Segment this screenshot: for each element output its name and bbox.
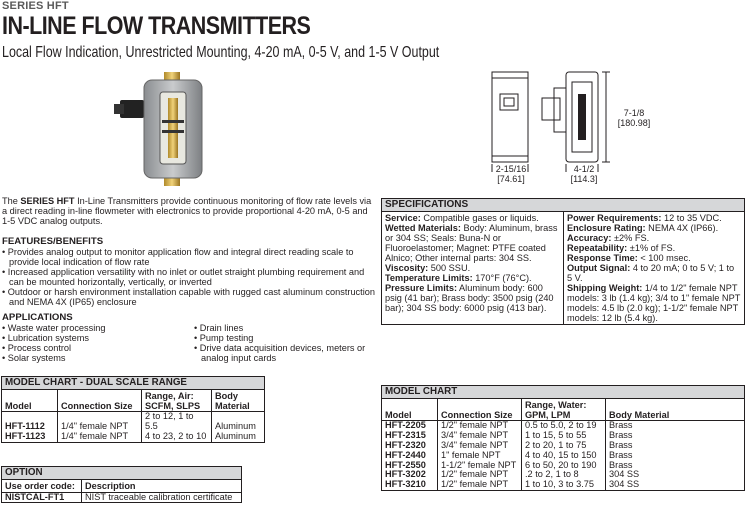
table-cell: 2 to 12, 1 to 5.5 (142, 412, 212, 432)
table-cell: NIST traceable calibration certificate (82, 492, 242, 503)
intro-paragraph: The SERIES HFT In-Line Transmitters provide continuous monitoring of flow rate levels via a direct reading in-line flowmeter with electronics to provide proportional 4-20 mA, 0-5 and 1-5 VDC analog outputs. (2, 196, 372, 227)
application-item: • Process control (2, 343, 72, 353)
spec-item: Power Requirements: 12 to 35 VDC. (567, 213, 722, 223)
application-item: • Pump testing (194, 333, 254, 343)
spec-item: Service: Compatible gases or liquids. (385, 213, 539, 223)
spec-item: Shipping Weight: 1/4 to 1/2" female NPT models: 3 lb (1.4 kg); 3/4 to 1" female NPT models: 4.5 lb (2.0 kg); 1-1/2" female NPT models: 12 lb (5.4 kg). (567, 283, 741, 323)
table-cell: 3/4" female NPT (438, 441, 522, 451)
table-cell: HFT-1123 (5, 430, 46, 441)
features-section (2, 236, 378, 307)
column-header: Model (382, 398, 438, 421)
table-cell: HFT-2205 (385, 420, 426, 431)
applications-heading: APPLICATIONS (2, 312, 73, 323)
table-cell: HFT-2440 (385, 449, 426, 460)
spec-column-right (564, 212, 744, 324)
spec-item: Viscosity: 500 SSU. (385, 263, 471, 273)
table-cell: 4 to 40, 15 to 150 (522, 451, 606, 461)
application-item: • Lubrication systems (2, 333, 89, 343)
feature-item: • Increased application versatility with no inlet or outlet straight plumbing requirement and can be mounted horizontally, vertically, or inverted (2, 267, 365, 287)
column-header: Description (82, 479, 242, 492)
table-cell: HFT-2550 (385, 459, 426, 470)
table-cell: 6 to 50, 20 to 190 (522, 461, 606, 471)
height-dimension: 7-1/8 [180.98] (617, 108, 651, 128)
spec-item: Accuracy: ±2% FS. (567, 233, 650, 243)
spec-item: Response Time: < 100 msec. (567, 253, 691, 263)
spec-item: Repeatability: ±1% of FS. (567, 243, 676, 253)
spec-column-left (382, 212, 564, 324)
spec-item: Pressure Limits: Aluminum body: 600 psig (41 bar); Brass body: 3500 psig (240 bar); 304 SS body: 6000 psig (413 bar). (385, 283, 554, 313)
model-chart-table (381, 385, 745, 491)
column-header: Model (2, 389, 58, 412)
table-cell: 0.5 to 5.0, 2 to 19 (522, 421, 606, 431)
product-photo (112, 70, 220, 190)
model-chart-title: MODEL CHART (382, 386, 745, 399)
application-item: • Waste water processing (2, 323, 106, 333)
model-chart-dual-title: MODEL CHART - DUAL SCALE RANGE (2, 377, 265, 390)
table-row (2, 412, 265, 432)
spec-item: Wetted Materials: Body: Aluminum, brass or 304 SS; Seals: Buna-N or Fluoroelastomer; Magnet: PTFE coated Alnico; Other internal parts: 304 SS. (385, 223, 558, 263)
table-cell: HFT-2320 (385, 439, 426, 450)
width-dimension: 4-1/2 [114.3] (570, 164, 598, 184)
specifications-heading: SPECIFICATIONS (382, 199, 744, 212)
option-table (1, 466, 242, 503)
option-title: OPTION (2, 467, 242, 480)
table-cell: 1" female NPT (438, 451, 522, 461)
table-cell: .2 to 2, 1 to 8 (522, 470, 606, 480)
spec-item: Enclosure Rating: NEMA 4X (IP66). (567, 223, 719, 233)
table-cell: Brass (606, 421, 745, 431)
column-header: Range, Water: GPM, LPM (522, 398, 606, 421)
feature-item: • Outdoor or harsh environment installation capable with rugged cast aluminum construction and NEMA 4X (IP65) enclosure (2, 287, 375, 307)
table-cell: 304 SS (606, 480, 745, 490)
table-cell: HFT-2315 (385, 430, 426, 441)
table-cell: 1/2" female NPT (438, 480, 522, 490)
table-cell: HFT-1112 (5, 421, 45, 432)
series-label: SERIES HFT (2, 0, 69, 12)
table-cell: Aluminum (212, 432, 265, 442)
model-chart-dual-table (1, 376, 265, 443)
column-header: Use order code: (2, 479, 82, 492)
table-row (382, 480, 745, 490)
table-cell: Brass (606, 441, 745, 451)
column-header: Body Material (212, 389, 265, 412)
spec-item: Temperature Limits: 170°F (76°C). (385, 273, 532, 283)
application-item: • Drain lines (194, 323, 244, 333)
specifications-box (381, 198, 745, 325)
column-header: Body Material (606, 398, 745, 421)
table-cell: Brass (606, 431, 745, 441)
column-header: Connection Size (438, 398, 522, 421)
table-cell: 2 to 20, 1 to 75 (522, 441, 606, 451)
table-cell: Aluminum (212, 412, 265, 432)
table-cell: 1/2" female NPT (438, 421, 522, 431)
depth-dimension: 2-15/16 [74.61] (495, 164, 527, 184)
column-header: Range, Air: SCFM, SLPS (142, 389, 212, 412)
table-row (2, 432, 265, 442)
page-subtitle: Local Flow Indication, Unrestricted Mounting, 4-20 mA, 0-5 V, and 1-5 V Output (2, 44, 440, 61)
table-cell: 1 to 10, 3 to 3.75 (522, 480, 606, 490)
applications-section (2, 312, 378, 363)
table-cell: NISTCAL-FT1 (2, 492, 82, 503)
spec-item: Output Signal: 4 to 20 mA; 0 to 5 V; 1 to 5 V. (567, 263, 735, 283)
table-cell: 4 to 23, 2 to 10 (142, 432, 212, 442)
page-title: IN-LINE FLOW TRANSMITTERS (2, 12, 311, 40)
table-cell: HFT-3202 (385, 469, 426, 480)
table-cell: 3/4" female NPT (438, 431, 522, 441)
table-cell: 304 SS (606, 470, 745, 480)
table-row (2, 492, 242, 503)
table-cell: 1/4" female NPT (58, 432, 142, 442)
table-cell: 1/2" female NPT (438, 470, 522, 480)
table-cell: Brass (606, 461, 745, 471)
table-cell: 1/4" female NPT (58, 412, 142, 432)
features-heading: FEATURES/BENEFITS (2, 236, 104, 247)
table-cell: HFT-3210 (385, 479, 426, 490)
column-header: Connection Size (58, 389, 142, 412)
table-cell: 1 to 15, 5 to 55 (522, 431, 606, 441)
table-cell: 1-1/2" female NPT (438, 461, 522, 471)
application-item: • Drive data acquisition devices, meters or analog input cards (194, 343, 366, 363)
application-item: • Solar systems (2, 353, 66, 363)
feature-item: • Provides analog output to monitor application flow and integral direct reading scale to provide local indication of flow rate (2, 247, 354, 267)
table-cell: Brass (606, 451, 745, 461)
